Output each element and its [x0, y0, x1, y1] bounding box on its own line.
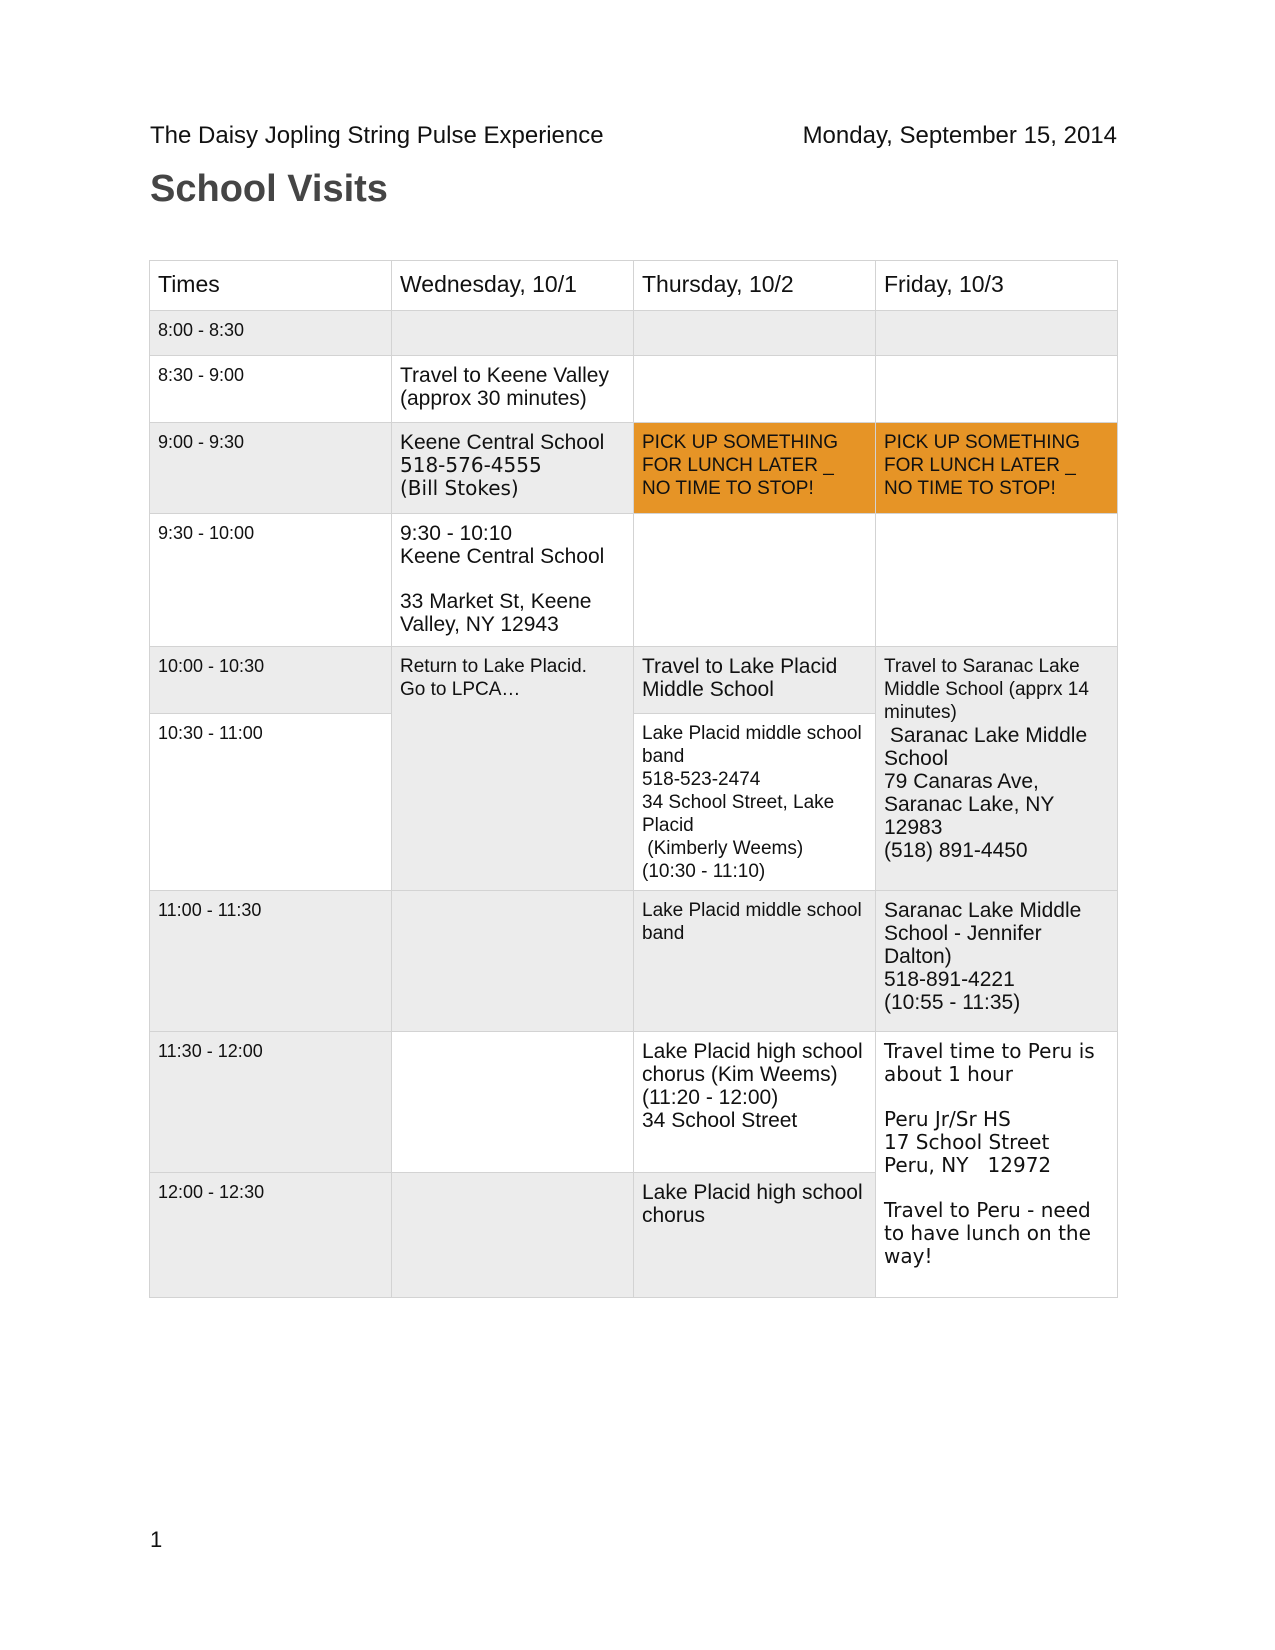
cell-line: Saranac Lake Middle School - Jennifer Dalton) — [884, 899, 1082, 968]
thu-cell — [634, 311, 876, 356]
fri-lunch-alert: PICK UP SOMETHING FOR LUNCH LATER _ NO TIME TO STOP! — [876, 423, 1118, 514]
table-row — [150, 1032, 1118, 1173]
table-row — [150, 891, 1118, 1032]
time-cell: 8:00 - 8:30 — [150, 311, 392, 356]
cell-line: Travel to Saranac Lake Middle School (apprx 14 minutes) — [884, 656, 1089, 723]
table-row — [150, 647, 1118, 714]
cell-line: Travel time to Peru is about 1 hour — [884, 1039, 1095, 1086]
cell-line: 518-523-2474 — [642, 769, 761, 790]
time-cell: 10:30 - 11:00 — [150, 714, 392, 891]
wed-cell — [392, 647, 634, 891]
cell-line: 79 Canaras Ave, Saranac Lake, NY 12983 — [884, 770, 1055, 839]
fri-cell — [876, 891, 1118, 1032]
cell-line: Keene Central School — [400, 545, 605, 568]
table-row — [150, 356, 1118, 423]
wed-cell — [392, 356, 634, 423]
document-header-left: The Daisy Jopling String Pulse Experience — [150, 122, 604, 149]
cell-line: Keene Central School — [400, 431, 605, 454]
wed-cell — [392, 1032, 634, 1173]
time-cell: 9:30 - 10:00 — [150, 514, 392, 647]
wed-cell — [392, 514, 634, 647]
header-times: Times — [150, 261, 392, 311]
cell-line: 518-891-4221 — [884, 968, 1015, 991]
cell-line: (Bill Stokes) — [400, 476, 519, 500]
header-friday: Friday, 10/3 — [876, 261, 1118, 311]
cell-line: 33 Market St, Keene Valley, NY 12943 — [400, 590, 592, 636]
time-cell: 9:00 - 9:30 — [150, 423, 392, 514]
cell-line: Lake Placid high school chorus (Kim Weems) — [642, 1040, 863, 1086]
cell-line: (11:20 - 12:00) — [642, 1086, 779, 1109]
cell-line: (approx 30 minutes) — [400, 387, 587, 410]
wed-cell — [392, 891, 634, 1032]
cell-line: 34 School Street — [642, 1109, 798, 1132]
table-row — [150, 423, 1118, 514]
header-thursday: Thursday, 10/2 — [634, 261, 876, 311]
thu-lunch-alert: PICK UP SOMETHING FOR LUNCH LATER _ NO TIME TO STOP! — [634, 423, 876, 514]
cell-line: Travel to Keene Valley — [400, 364, 609, 387]
time-cell: 11:00 - 11:30 — [150, 891, 392, 1032]
thu-cell — [634, 514, 876, 647]
table-row — [150, 311, 1118, 356]
time-cell: 11:30 - 12:00 — [150, 1032, 392, 1173]
thu-cell — [634, 714, 876, 891]
fri-cell — [876, 1032, 1118, 1298]
thu-cell — [634, 891, 876, 1032]
thu-cell — [634, 1032, 876, 1173]
time-cell: 10:00 - 10:30 — [150, 647, 392, 714]
cell-line: (10:55 - 11:35) — [884, 991, 1021, 1014]
fri-cell — [876, 514, 1118, 647]
cell-line: Lake Placid middle school band — [642, 723, 862, 767]
cell-line: Go to LPCA… — [400, 679, 521, 700]
wed-cell — [392, 311, 634, 356]
header-wednesday: Wednesday, 10/1 — [392, 261, 634, 311]
cell-line: (518) 891-4450 — [884, 839, 1028, 862]
fri-cell — [876, 311, 1118, 356]
cell-line: (10:30 - 11:10) — [642, 861, 766, 882]
schedule-table — [149, 260, 1118, 1298]
cell-line: Travel to Lake Placid — [642, 655, 838, 678]
cell-line: Saranac Lake Middle School — [884, 724, 1093, 770]
cell-line: 9:30 - 10:10 — [400, 522, 513, 545]
cell-line: Peru, NY 12972 — [884, 1153, 1052, 1177]
cell-line: (Kimberly Weems) — [642, 838, 804, 859]
thu-cell — [634, 356, 876, 423]
thu-cell — [634, 647, 876, 714]
fri-cell — [876, 356, 1118, 423]
cell-line: Return to Lake Placid. — [400, 656, 587, 677]
cell-line: Peru Jr/Sr HS — [884, 1107, 1011, 1131]
cell-line: 518-576-4555 — [400, 453, 542, 477]
time-cell: 8:30 - 9:00 — [150, 356, 392, 423]
cell-line: Lake Placid middle school band — [642, 900, 862, 944]
fri-cell — [876, 647, 1118, 891]
cell-line: 17 School Street — [884, 1130, 1050, 1154]
document-header-date: Monday, September 15, 2014 — [802, 122, 1117, 149]
table-row — [150, 514, 1118, 647]
time-cell: 12:00 - 12:30 — [150, 1173, 392, 1298]
wed-cell — [392, 1173, 634, 1298]
table-header-row — [150, 261, 1118, 311]
wed-cell — [392, 423, 634, 514]
cell-line: Travel to Peru - need to have lunch on the way! — [884, 1198, 1091, 1268]
cell-line: 34 School Street, Lake Placid — [642, 792, 835, 836]
thu-cell — [634, 1173, 876, 1298]
page-number: 1 — [150, 1527, 163, 1552]
page-title: School Visits — [150, 168, 388, 210]
cell-line: Lake Placid high school chorus — [642, 1181, 863, 1227]
cell-line: Middle School — [642, 678, 774, 701]
